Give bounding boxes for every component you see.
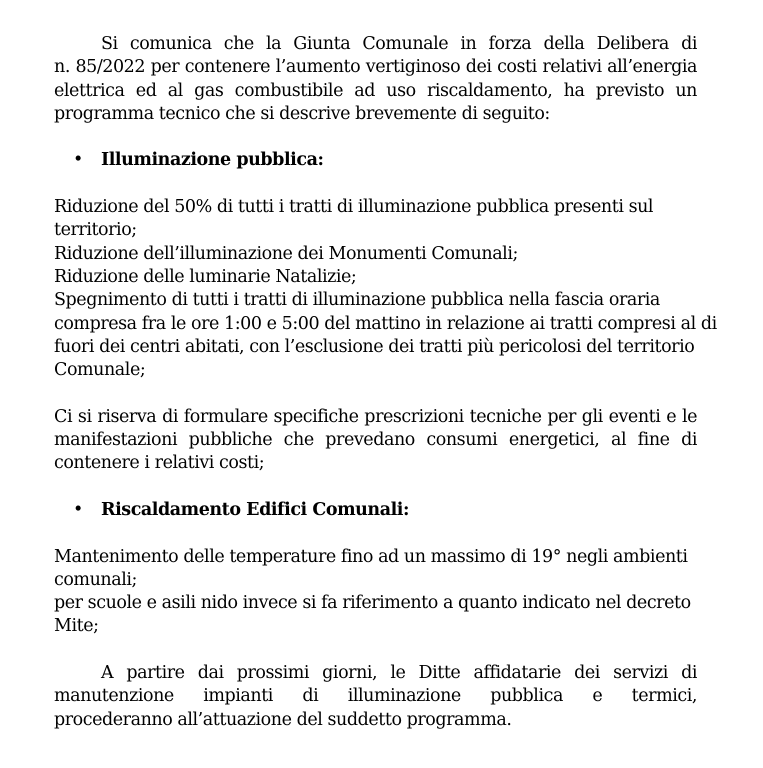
- illuminazione-note: [54, 406, 697, 476]
- note-line: Ci si riserva di formulare specifiche prescrizioni tecniche per gli eventi e le: [54, 406, 697, 427]
- list-item: fuori dei centri abitati, con l’esclusione dei tratti più pericolosi del territorio: [54, 336, 695, 357]
- intro-line: elettrica ed al gas combustibile ad uso riscaldamento, ha previsto un: [54, 80, 697, 101]
- section-heading-riscaldamento: [54, 499, 697, 522]
- closing-paragraph: [54, 662, 697, 732]
- note-line: contenere i relativi costi;: [54, 453, 265, 474]
- list-item: compresa fra le ore 1:00 e 5:00 del mattino in relazione ai tratti compresi al di: [54, 313, 717, 334]
- riscaldamento-list: [54, 546, 697, 639]
- section-title: Riscaldamento Edifici Comunali:: [101, 499, 409, 520]
- list-item: per scuole e asili nido invece si fa riferimento a quanto indicato nel decreto: [54, 593, 691, 614]
- list-item: Riduzione dell’illuminazione dei Monumenti Comunali;: [54, 243, 518, 264]
- list-item: Spegnimento di tutti i tratti di illuminazione pubblica nella fascia oraria: [54, 290, 660, 311]
- intro-line: Si comunica che la Giunta Comunale in forza della Delibera di: [101, 34, 697, 54]
- list-item: comunali;: [54, 569, 137, 590]
- document-page: [54, 33, 717, 732]
- closing-line: A partire dai prossimi giorni, le Ditte affidatarie dei servizi di: [101, 663, 697, 684]
- list-item: Mite;: [54, 616, 99, 637]
- closing-line: procederanno all’attuazione del suddetto programma.: [54, 709, 512, 730]
- list-item: Riduzione del 50% di tutti i tratti di illuminazione pubblica presenti sul: [54, 197, 654, 218]
- list-item: Mantenimento delle temperature fino ad un massimo di 19° negli ambienti: [54, 546, 688, 567]
- intro-paragraph: [54, 33, 697, 126]
- intro-line: n. 85/2022 per contenere l’aumento vertiginoso dei costi relativi all’energia: [54, 57, 697, 78]
- note-line: manifestazioni pubbliche che prevedano consumi energetici, al fine di: [54, 430, 697, 451]
- section-heading-illuminazione: [54, 149, 697, 172]
- illuminazione-list: [54, 196, 717, 382]
- list-item: territorio;: [54, 220, 137, 241]
- bullet-icon: •: [73, 150, 83, 171]
- closing-line: manutenzione impianti di illuminazione pubblica e termici,: [54, 686, 697, 707]
- list-item: Riduzione delle luminarie Natalizie;: [54, 266, 357, 287]
- bullet-icon: •: [73, 499, 83, 520]
- list-item: Comunale;: [54, 360, 146, 381]
- intro-line: programma tecnico che si descrive brevemente di seguito:: [54, 103, 550, 124]
- section-title: Illuminazione pubblica:: [101, 150, 324, 171]
